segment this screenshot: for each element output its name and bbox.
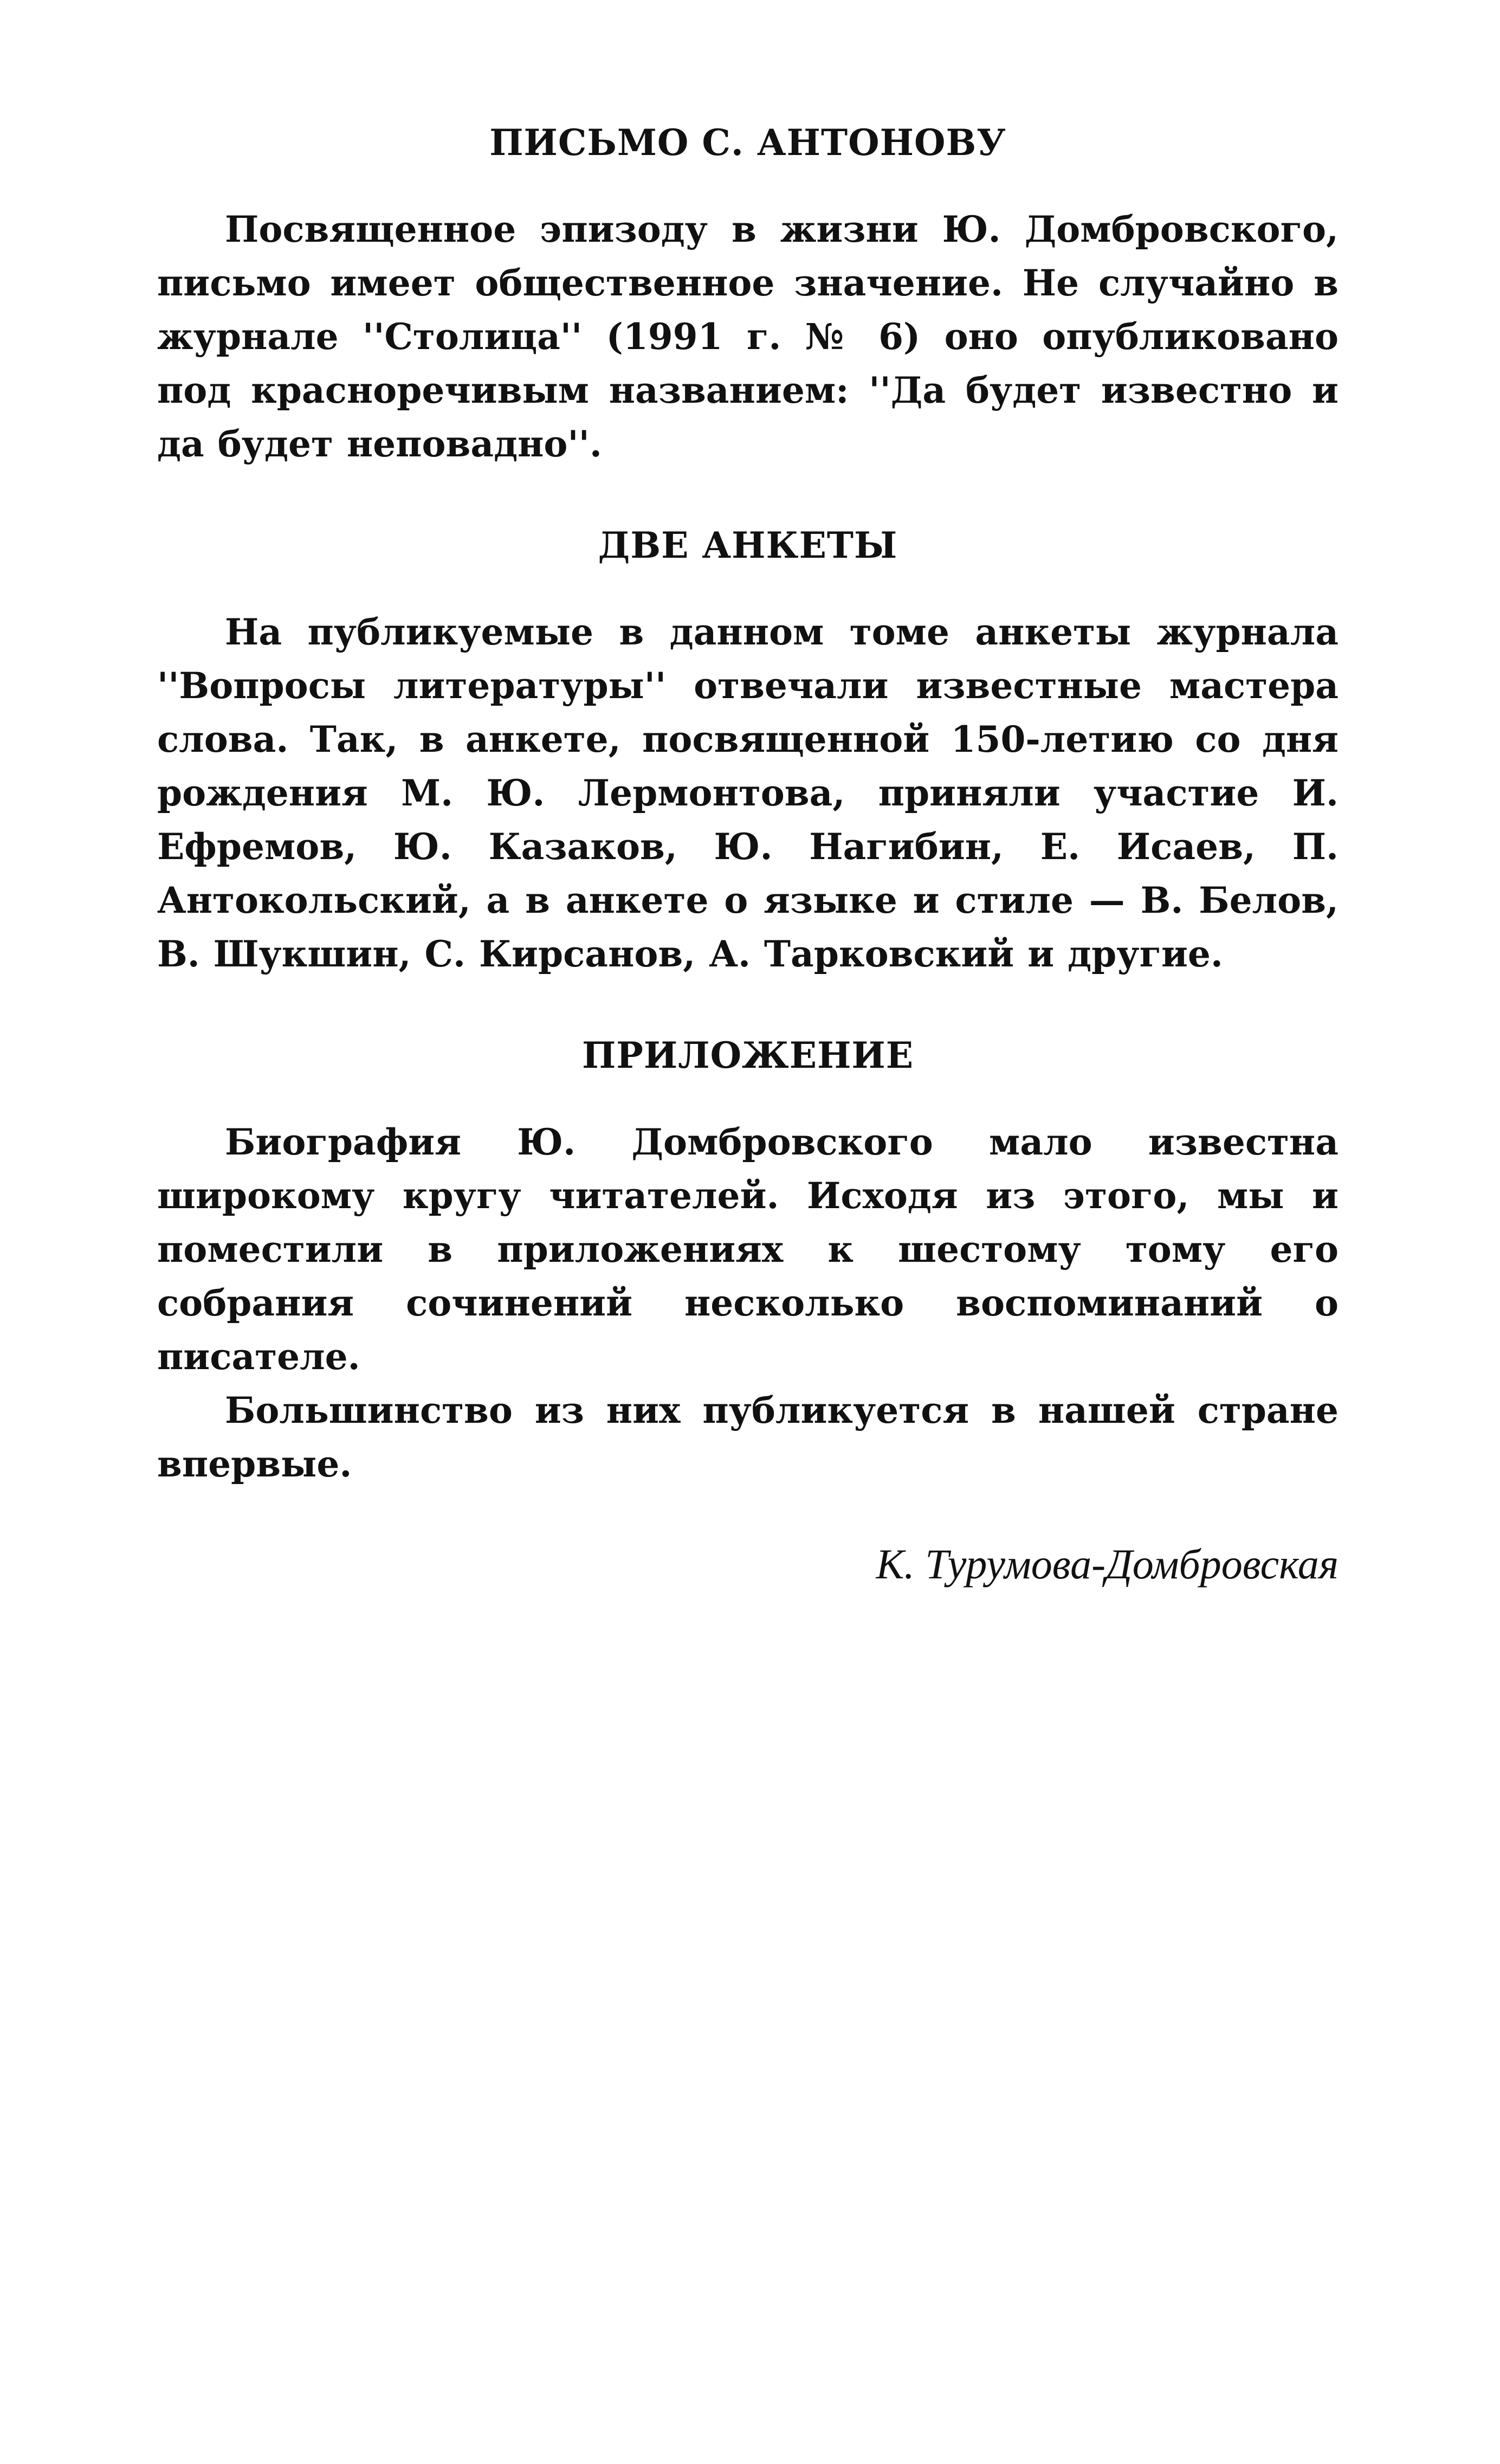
paragraph-letter: Посвященное эпизоду в жизни Ю. Домбровского, письмо имеет общественное значение. Не случайно в журнале ''Столица'' (1991 г. № 6) оно опубликовано под красноречивым названием: ''Да будет известно и да будет неповадно''. bbox=[157, 208, 1339, 465]
paragraph-questionnaires: На публикуемые в данном томе анкеты журнала ''Вопросы литературы'' отвечали известные мастера слова. Так, в анкете, посвященной 150-летию со дня рождения М. Ю. Лермонтова, приняли участие И. Ефремов, Ю. Казаков, Ю. Нагибин, Е. Исаев, П. Антокольский, а в анкете о языке и стиле — В. Белов, В. Шукшин, С. Кирсанов, А. Тарковский и другие. bbox=[157, 611, 1339, 975]
section-heading-two-questionnaires: ДВЕ АНКЕТЫ bbox=[598, 524, 898, 566]
section-heading-appendix: ПРИЛОЖЕНИЕ bbox=[581, 1034, 914, 1076]
section-heading-letter: ПИСЬМО С. АНТОНОВУ bbox=[489, 121, 1006, 164]
paragraph-appendix-first-publication: Большинство из них публикуется в нашей стране впервые. bbox=[157, 1389, 1339, 1485]
paragraph-appendix-biography: Биография Ю. Домбровского мало известна широкому кругу читателей. Исходя из этого, мы и поместили в приложениях к шестому тому его собрания сочинений несколько воспоминаний о писателе. bbox=[157, 1121, 1339, 1378]
author-signature: К. Турумова-Домбровская bbox=[876, 1540, 1339, 1588]
document-page bbox=[157, 121, 1339, 1588]
